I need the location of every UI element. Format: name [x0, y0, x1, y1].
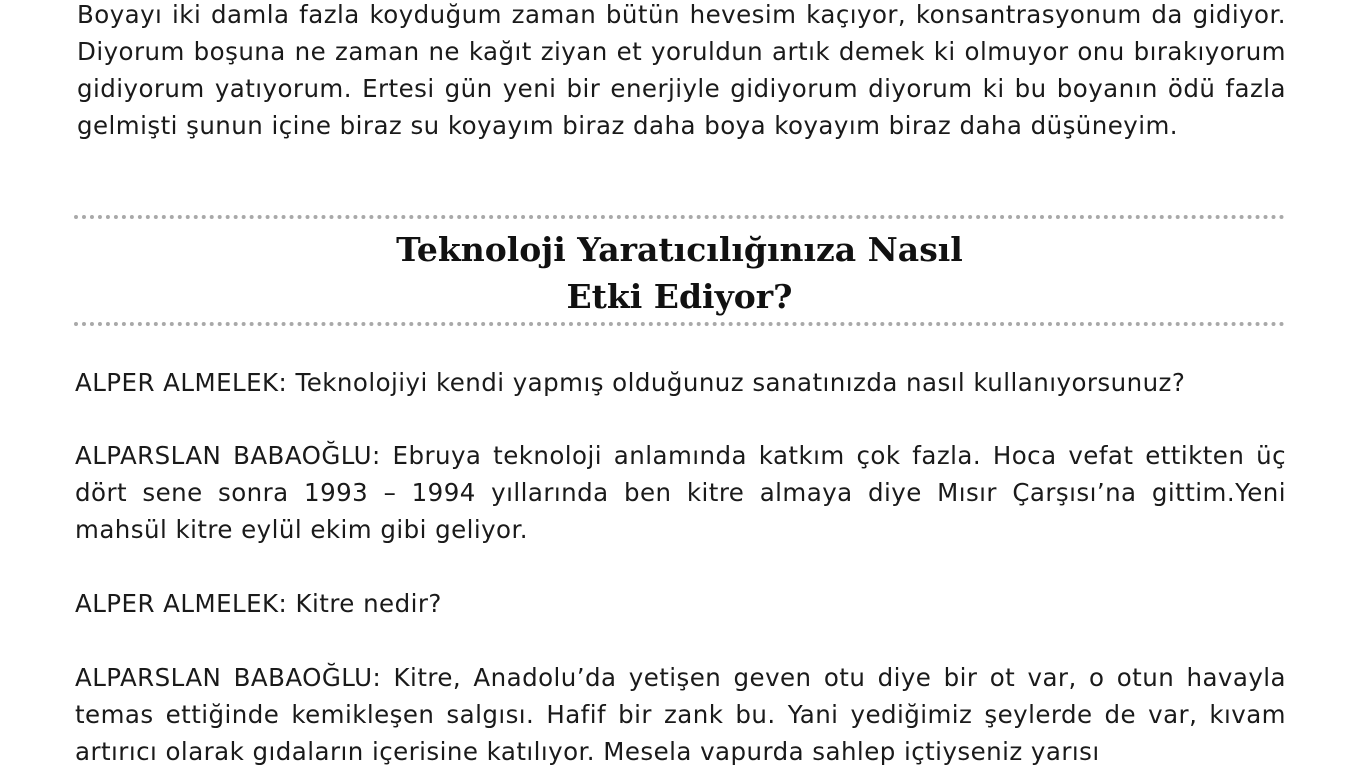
section-heading-line-1: Teknoloji Yaratıcılığınıza Nasıl [396, 230, 963, 269]
section-heading-line-2: Etki Ediyor? [566, 277, 793, 316]
interview-question: ALPER ALMELEK: Teknolojiyi kendi yapmış olduğunuz sanatınızda nasıl kullanıyorsunuz? [75, 368, 1186, 397]
interview-answer: ALPARSLAN BABAOĞLU: Ebruya teknoloji anlamında katkım çok fazla. Hoca vefat ettikten üç dört sene sonra 1993 – 1994 yıllarında ben kitre almaya diye Mısır Çarşısı’na gittim.Yeni mahsül kitre eylül ekim gibi geliyor. [75, 441, 1286, 544]
intro-paragraph: Boyayı iki damla fazla koyduğum zaman bütün hevesim kaçıyor, konsantrasyonum da gidiyor. Diyorum boşuna ne zaman ne kağıt ziyan et yoruldun artık demek ki olmuyor onu bırakıyorum gidiyorum yatıyorum. Ertesi gün yeni bir enerjiyle gidiyorum diyorum ki bu boyanın ödü fazla gelmişti şunun içine biraz su koyayım biraz daha boya koyayım biraz daha düşüneyim. [77, 0, 1286, 140]
section-divider-top [74, 215, 1285, 219]
interview-question: ALPER ALMELEK: Kitre nedir? [75, 589, 442, 618]
section-heading [74, 226, 1285, 320]
section-divider-bottom [74, 322, 1285, 326]
interview-answer: ALPARSLAN BABAOĞLU: Kitre, Anadolu’da yetişen geven otu diye bir ot var, o otun havayla temas ettiğinde kemikleşen salgısı. Hafif bir zank bu. Yani yediğimiz şeylerde de var, kıvam artırıcı olarak gıdaların içerisine katılıyor. Mesela vapurda sahlep içtiyseniz yarısı [75, 663, 1286, 766]
